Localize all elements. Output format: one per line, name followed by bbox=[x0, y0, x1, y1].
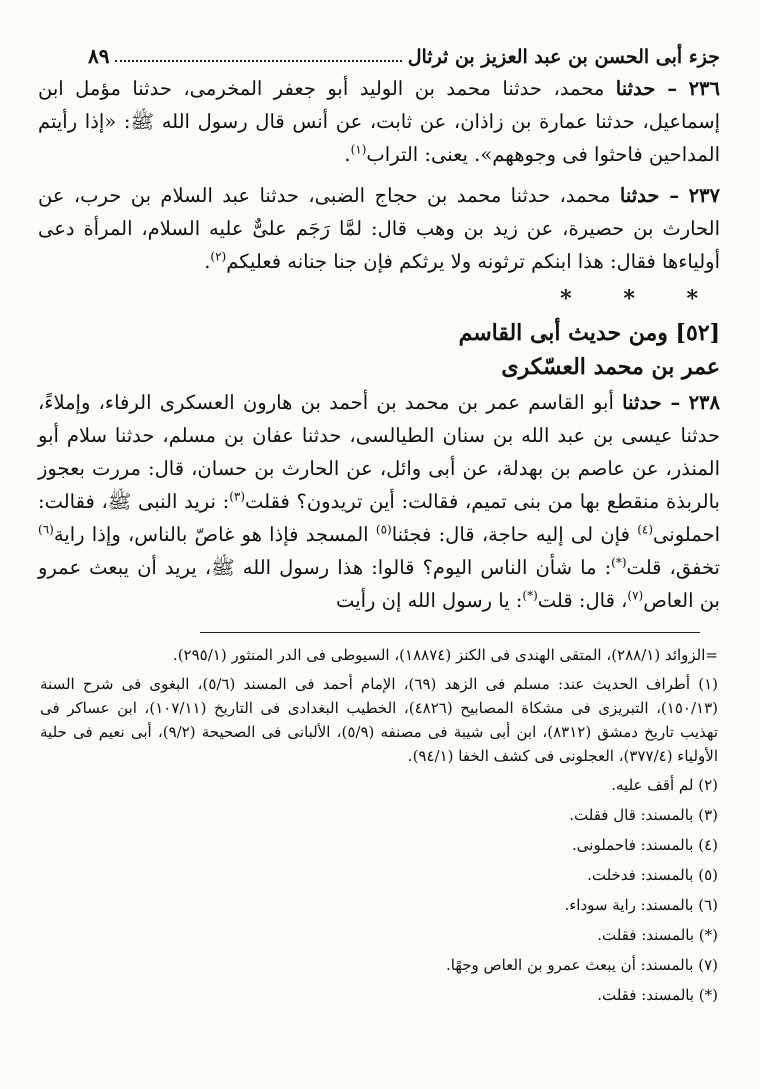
footnote-ref: (١) bbox=[350, 142, 367, 157]
hadith-lead: حدثنا bbox=[615, 77, 656, 100]
hadith-number: ٢٣٨ bbox=[688, 391, 720, 414]
section-divider-stars: * * * bbox=[560, 286, 720, 312]
footnotes bbox=[40, 643, 718, 1013]
footnote-ref: (٢) bbox=[210, 249, 227, 264]
hadith-number: ٢٣٦ bbox=[688, 77, 720, 100]
footnote-continuation: =الزوائد (٢٨٨/١)، المتقى الهندى فى الكنز (١٨٨٧٤)، السيوطى فى الدر المنثور (٢٩٥/١). bbox=[172, 646, 718, 664]
hadith-lead: حدثنا bbox=[619, 184, 660, 207]
hadith-238: ٢٣٨ – حدثنا أبو القاسم عمر بن محمد بن أحمد بن هارون العسكرى الرفاء، وإملاءً، حدثنا عيسى بن عبد الله بن سنان الطيالسى، حدثنا عفان بن مسلم، حدثنا سلام أبو المنذر، عن عاصم بن بهدلة، عن أبى وائل، عن الحارث بن حسان، قال: مررت بعجوز بالربذة منقطع بها من بنى تميم، فقالت: أين تريدون؟ فقلت$^{(٣)}$: نريد النبى ﷺ، فقالت: احملونى$^{(٤)}$ فإن لى إليه حاجة، قال: فجئنا$^{(٥)}$ المسجد فإذا هو غاصّ بالناس، وإذا راية$^{(٦)}$ تخفق، قلت(*): ما شأن الناس اليوم؟ قالوا: هذا رسول الله ﷺ، يريد أن يبعث عمرو بن العاص$^{(٧)}$، قال: قلت(*): يا رسول الله إن رأيت bbox=[38, 391, 720, 612]
hadith-237: ٢٣٧ – حدثنا محمد، حدثنا محمد بن حجاج الضبى، حدثنا عبد السلام بن حرب، عن الحارث بن حصيرة، عن زيد بن وهب قال: لمَّا رَجَم علىٌّ عليه السلام، المرأة دعى أولياءها فقال: هذا ابنكم ترثونه ولا يرثكم فإن جنا جنانه فعليكم$^{(٢)}$. bbox=[38, 184, 720, 273]
footnote-7: (٧) بالمسند: أن يبعث عمرو بن العاص وجهًا. bbox=[445, 956, 718, 974]
footnote-star-2: (*) بالمسند: فقلت. bbox=[597, 986, 718, 1004]
footnote-ref: (٣) bbox=[229, 489, 246, 504]
hadith-number: ٢٣٧ bbox=[688, 184, 720, 207]
footnote-ref: (٤) bbox=[637, 522, 654, 537]
footnote-star-1: (*) بالمسند: فقلت. bbox=[597, 926, 718, 944]
footnote-ref: (٧) bbox=[627, 588, 644, 603]
footnote-4: (٤) بالمسند: فاحملونى. bbox=[572, 836, 718, 854]
section-title: [٥٢] ومن حديث أبى القاسم bbox=[458, 320, 720, 346]
footnote-6: (٦) بالمسند: راية سوداء. bbox=[564, 896, 718, 914]
page-number: ٨٩ bbox=[88, 44, 110, 68]
footnote-3: (٣) بالمسند: قال فقلت. bbox=[569, 806, 718, 824]
section-subtitle: عمر بن محمد العسّكرى bbox=[501, 354, 720, 380]
hadith-lead: حدثنا bbox=[622, 391, 662, 414]
running-header bbox=[88, 38, 720, 68]
footnote-ref: (*) bbox=[522, 588, 538, 603]
footnote-ref: (٥) bbox=[375, 522, 392, 537]
hadith-236: ٢٣٦ – حدثنا محمد، حدثنا محمد بن الوليد أبو جعفر المخرمى، حدثنا مؤمل ابن إسماعيل، حدثنا عمارة بن زاذان، عن ثابت، عن أنس قال رسول الله ﷺ: «إذا رأيتم المداحين فاحثوا فى وجوههم». يعنى: التراب$^{(١)}$. bbox=[38, 77, 720, 166]
hadith-text: محمد، حدثنا محمد بن الوليد أبو جعفر المخرمى، حدثنا مؤمل ابن إسماعيل، حدثنا عمارة بن زاذان، عن ثابت، عن أنس قال رسول الله ﷺ: «إذا رأيتم المداحين فاحثوا فى وجوههم». يعنى: التراب bbox=[38, 77, 720, 166]
footnote-ref: (٦) bbox=[38, 522, 54, 537]
footnote-ref: (*) bbox=[611, 555, 627, 570]
footnote-5: (٥) بالمسند: فدخلت. bbox=[587, 866, 718, 884]
hadith-text: محمد، حدثنا محمد بن حجاج الضبى، حدثنا عبد السلام بن حرب، عن الحارث بن حصيرة، عن زيد بن وهب قال: لمَّا رَجَم علىٌّ عليه السلام، المرأة دعى أولياءها فقال: هذا ابنكم ترثونه ولا يرثكم فإن جنا جنانه فعليكم bbox=[38, 184, 720, 273]
main-text bbox=[38, 72, 720, 625]
header-leader-dots bbox=[115, 60, 401, 62]
footnote-2: (٢) لم أقف عليه. bbox=[611, 776, 718, 794]
footnote-1: (١) أطراف الحديث عند: مسلم فى الزهد (٦٩)، الإمام أحمد فى المسند (٥/٦)، البغوى فى شرح السنة (١٥٠/١٣)، التبريزى فى مشكاة المصابيح (٤٨٢٦)، الخطيب البغدادى فى التاريخ (١٠٧/١١)، ابن عساكر فى تهذيب تاريخ دمشق (٨٣١٢)، ابن أبى شيبة فى مصنفه (٥/٩)، الألبانى فى الصحيحة (٩/٢)، أبى نعيم فى حلية الأولياء (٣٧٧/٤)، العجلونى فى كشف الخفا (٩٤/١). bbox=[40, 675, 718, 765]
header-title: جزء أبى الحسن بن عبد العزيز بن ثرثال bbox=[407, 46, 720, 68]
footnote-separator bbox=[200, 632, 700, 633]
